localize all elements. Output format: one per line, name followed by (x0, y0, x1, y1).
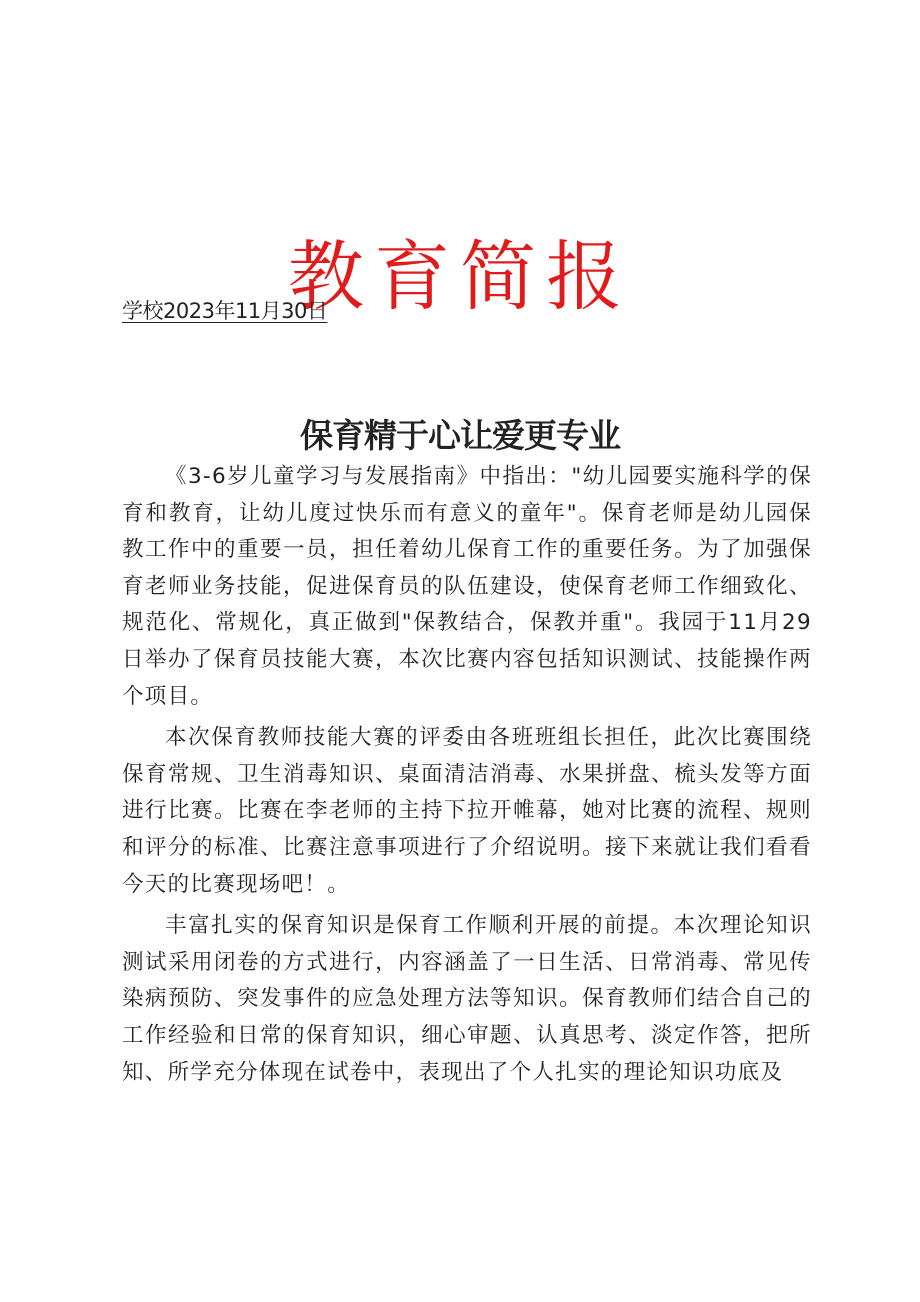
paragraph-intro: 《3-6岁儿童学习与发展指南》中指出："幼儿园要实施科学的保育和教育，让幼儿度过快乐而有意义的童年"。保育老师是幼儿园保教工作中的重要一员，担任着幼儿保育工作的重要任务。为了加强保育老师业务技能，促进保育员的队伍建设，使保育老师工作细致化、规范化、常规化，真正做到"保教结合，保教并重"。我园于11月29日举办了保育员技能大赛，本次比赛内容包括知识测试、技能操作两个项目。 (122, 464, 812, 709)
article-title: 保育精于心让爱更专业 (300, 416, 620, 456)
paragraph-judges: 本次保育教师技能大赛的评委由各班班组长担任，此次比赛围绕保育常规、卫生消毒知识、桌面清洁消毒、水果拼盘、梳头发等方面进行比赛。比赛在李老师的主持下拉开帷幕，她对比赛的流程、规则和评分的标准、比赛注意事项进行了介绍说明。接下来就让我们看看今天的比赛现场吧！。 (122, 725, 812, 897)
article-body (122, 459, 812, 1096)
newsletter-masthead: 教育简报 (288, 231, 632, 321)
dateline: 学校2023年11月30日 (122, 299, 328, 323)
paragraph-knowledge-test: 丰富扎实的保育知识是保育工作顺利开展的前提。本次理论知识测试采用闭卷的方式进行，内容涵盖了一日生活、日常消毒、常见传染病预防、突发事件的应急处理方法等知识。保育教师们结合自己的工作经验和日常的保育知识，细心审题、认真思考、淡定作答，把所知、所学充分体现在试卷中，表现出了个人扎实的理论知识功底及 (122, 913, 812, 1085)
